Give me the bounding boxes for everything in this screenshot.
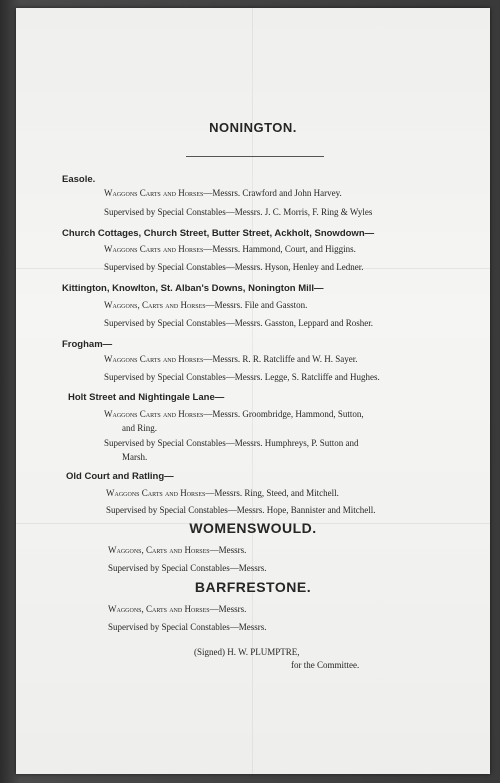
waggons-names: —Messrs. Crawford and John Harvey. — [203, 188, 342, 198]
waggons-label: Waggons, Carts and Horses — [108, 545, 210, 555]
constables-line: Supervised by Special Constables—Messrs. Hope, Bannister and Mitchell. — [106, 505, 376, 515]
waggons-line — [104, 188, 342, 198]
constables-line: Supervised by Special Constables—Messrs. Legge, S. Ratcliffe and Hughes. — [104, 372, 380, 382]
constables-line: Supervised by Special Constables—Messrs. Gasston, Leppard and Rosher. — [104, 318, 373, 328]
constables-line: Supervised by Special Constables—Messrs. — [108, 622, 267, 632]
place-heading: Frogham— — [62, 339, 113, 350]
waggons-names: —Messrs. — [209, 604, 247, 614]
waggons-label: Waggons, Carts and Horses — [108, 604, 210, 614]
place-heading: Easole. — [62, 174, 96, 185]
waggons-line — [104, 300, 307, 310]
section-title-womenswould: WOMENSWOULD. — [189, 520, 317, 536]
waggons-label: Waggons, Carts and Horses — [104, 300, 206, 310]
place-heading: Kittington, Knowlton, St. Alban's Downs, Nonington Mill— — [62, 283, 324, 294]
waggons-label: Waggons Carts and Horses — [106, 488, 206, 498]
waggons-line — [108, 604, 246, 614]
waggons-names: —Messrs. File and Gasston. — [205, 300, 308, 310]
section-title-barfrestone: BARFRESTONE. — [194, 579, 312, 595]
committee-line: for the Committee. — [291, 660, 360, 670]
page-title: NONINGTON. — [209, 120, 297, 135]
waggons-names: —Messrs. R. R. Ratcliffe and W. H. Sayer. — [203, 354, 358, 364]
signature-line: (Signed) H. W. PLUMPTRE, — [194, 647, 300, 657]
waggons-label: Waggons Carts and Horses — [104, 409, 204, 419]
waggons-line — [104, 354, 357, 364]
constables-line: Supervised by Special Constables—Messrs. J. C. Morris, F. Ring & Wyles — [104, 207, 373, 217]
waggons-line — [104, 244, 356, 254]
waggons-line — [104, 409, 364, 419]
waggons-line — [108, 545, 246, 555]
waggons-label: Waggons Carts and Horses — [104, 354, 204, 364]
waggons-names: —Messrs. — [209, 545, 247, 555]
waggons-names: —Messrs. Ring, Steed, and Mitchell. — [205, 488, 339, 498]
waggons-names: —Messrs. Groombridge, Hammond, Sutton, — [203, 409, 364, 419]
place-heading: Church Cottages, Church Street, Butter Street, Ackholt, Snowdown— — [62, 228, 375, 239]
constables-line: Supervised by Special Constables—Messrs. Humphreys, P. Sutton and — [104, 438, 359, 448]
waggons-label: Waggons Carts and Horses — [104, 188, 204, 198]
constables-line: Supervised by Special Constables—Messrs. Hyson, Henley and Ledner. — [104, 262, 364, 272]
waggons-names: —Messrs. Hammond, Court, and Higgins. — [203, 244, 356, 254]
waggons-line — [106, 488, 339, 498]
waggons-line-cont: and Ring. — [122, 423, 157, 433]
place-heading: Old Court and Ratling— — [66, 471, 174, 482]
document-page — [16, 8, 490, 774]
waggons-label: Waggons Carts and Horses — [104, 244, 204, 254]
place-heading: Holt Street and Nightingale Lane— — [68, 392, 225, 403]
constables-line-cont: Marsh. — [122, 452, 148, 462]
title-rule — [186, 156, 324, 157]
constables-line: Supervised by Special Constables—Messrs. — [108, 563, 267, 573]
